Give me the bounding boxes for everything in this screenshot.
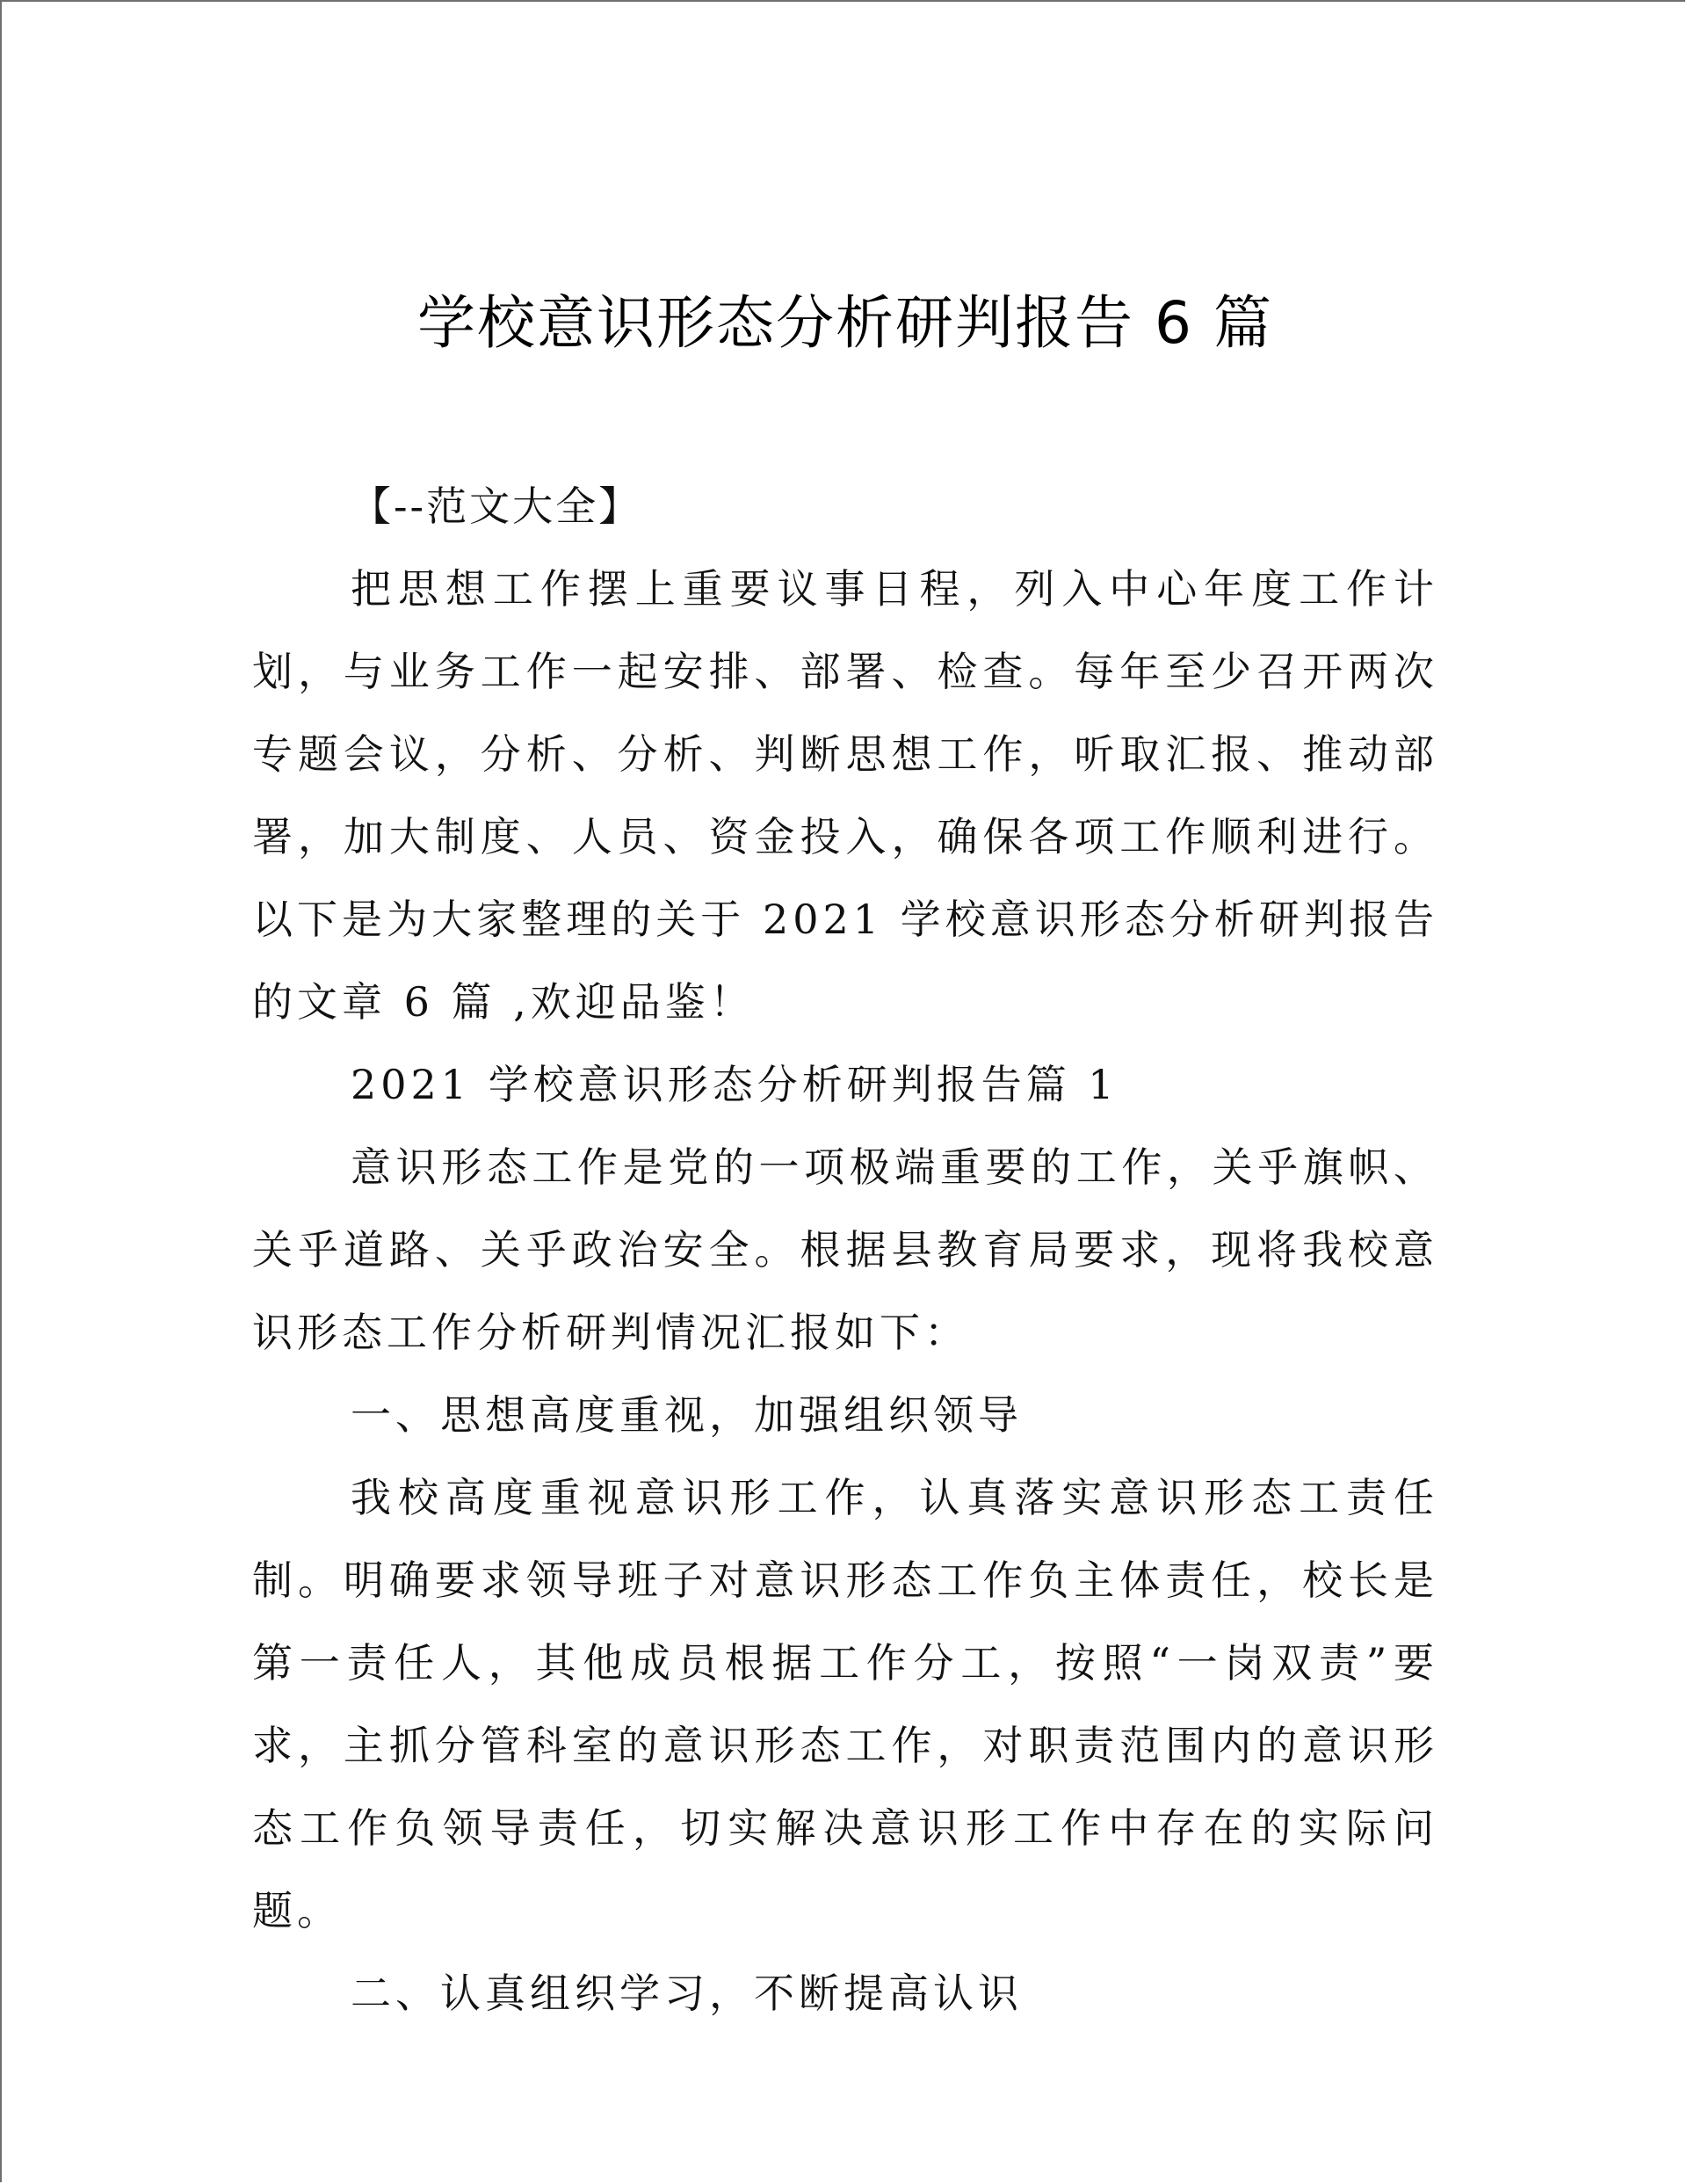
source-tag: 【--范文大全】	[351, 483, 642, 530]
document-body	[252, 465, 1438, 2035]
document-title: 学校意识形态分析研判报告 6 篇	[417, 289, 1273, 357]
section-heading: 2021 学校意识形态分析研判报告篇 1	[351, 1061, 1119, 1108]
body-paragraph: 意识形态工作是党的一项极端重要的工作，关乎旗帜、关乎道路、关乎政治安全。根据县教育局要求，现将我校意识形态工作分析研判情况汇报如下：	[252, 1143, 1438, 1356]
subsection-heading: 二、认真组织学习，不断提高认识	[351, 1970, 1023, 2017]
subsection-heading: 一、思想高度重视，加强组织领导	[351, 1391, 1023, 1439]
intro-paragraph: 把思想工作摆上重要议事日程，列入中心年度工作计划，与业务工作一起安排、部署、检查。每年至少召开两次专题会议，分析、分析、判断思想工作，听取汇报、推动部署，加大制度、人员、资金投入，确保各项工作顺利进行。 以下是为大家整理的关于 2021 学校意识形态分析研判报告的文章 6 篇 ,欢迎品鉴！	[252, 565, 1438, 1026]
body-paragraph: 我校高度重视意识形工作，认真落实意识形态工责任制。明确要求领导班子对意识形态工作负主体责任，校长是第一责任人，其他成员根据工作分工，按照“一岗双责”要求，主抓分管科室的意识形态工作，对职责范围内的意识形态工作负领导责任，切实解决意识形工作中存在的实际问题。	[252, 1474, 1438, 1934]
